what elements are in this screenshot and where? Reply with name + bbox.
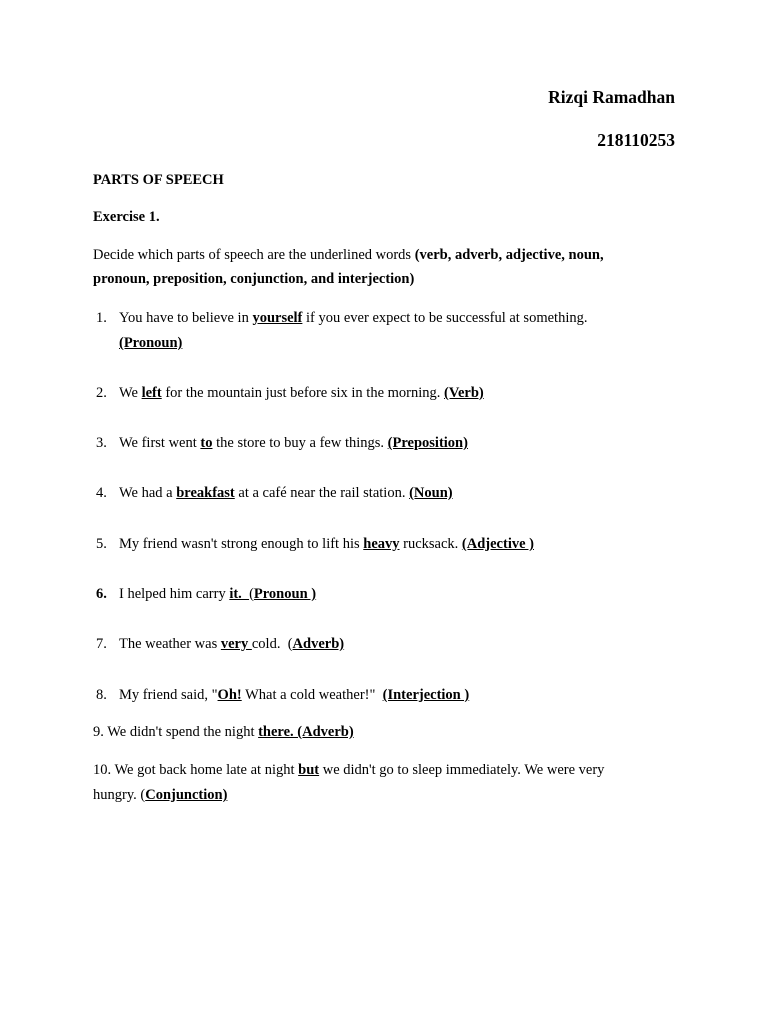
underlined-word: Oh!	[217, 687, 242, 703]
item-text-post: if you ever expect to be successful at something.	[302, 310, 588, 326]
exercise-item-8	[96, 686, 469, 704]
item-number: 8.	[96, 687, 107, 703]
item-text-pre: I helped him carry	[119, 586, 230, 602]
item-text-pre: We	[119, 385, 142, 401]
item-text-post: at a café near the rail station.	[234, 485, 410, 501]
author-name: Rizqi Ramadhan	[548, 87, 675, 107]
exercise-item-10	[93, 761, 604, 779]
item-text-post: cold. (	[251, 636, 293, 652]
item-text-pre: My friend wasn't strong enough to lift his	[119, 536, 364, 552]
item-number: 2.	[96, 385, 107, 401]
exercise-item-7	[96, 635, 344, 653]
item-number: 3.	[96, 435, 107, 451]
item-answer: (Adjective )	[461, 536, 534, 552]
underlined-word: to	[200, 435, 213, 451]
item-text-post: for the mountain just before six in the morning.	[161, 385, 445, 401]
item-text-pre: We had a	[119, 485, 177, 501]
item-text-pre: The weather was	[119, 636, 221, 652]
item-number: 9.	[93, 724, 104, 740]
item-text-pre: You have to believe in	[119, 310, 253, 326]
underlined-word: left	[141, 385, 162, 401]
item-text-post: rucksack.	[399, 536, 462, 552]
item-text-pre: We didn't spend the night	[103, 724, 259, 740]
instruction-line-2: pronoun, preposition, conjunction, and interjection)	[93, 271, 415, 287]
item-answer: Conjunction)	[145, 787, 228, 803]
item-number: 4.	[96, 485, 107, 501]
document-title: PARTS OF SPEECH	[93, 172, 224, 188]
exercise-item-1	[96, 309, 587, 327]
item-answer: (Noun)	[409, 485, 453, 501]
item-number: 10.	[93, 762, 112, 778]
item-text-pre: We got back home late at night	[111, 762, 299, 778]
exercise-item-3	[96, 434, 468, 452]
exercise-label: Exercise 1.	[93, 209, 160, 225]
item-text-post: the store to buy a few things.	[212, 435, 388, 451]
underlined-word: there. (Adverb)	[258, 724, 354, 740]
underlined-word: it.	[229, 586, 250, 602]
underlined-word: yourself	[252, 310, 303, 326]
item-text-pre: We first went	[119, 435, 201, 451]
exercise-item-5	[96, 535, 534, 553]
item-text-post: What a cold weather!"	[241, 687, 383, 703]
item-number: 1.	[96, 310, 107, 326]
exercise-item-6	[96, 585, 316, 603]
instruction-bold-1: (verb, adverb, adjective, noun,	[414, 247, 604, 263]
underlined-word: very	[220, 636, 252, 652]
item-answer: (Pronoun)	[119, 335, 183, 351]
underlined-word: heavy	[363, 536, 400, 552]
item-number: 6.	[96, 586, 107, 602]
instruction-line-1	[93, 246, 604, 264]
exercise-item-4	[96, 484, 453, 502]
exercise-item-1-answer-line	[119, 334, 182, 352]
item-text-pre: My friend said, "	[119, 687, 218, 703]
item-text-post: we didn't go to sleep immediately. We were very	[319, 762, 605, 778]
underlined-word: but	[298, 762, 320, 778]
item-text-line2: hungry. (	[93, 787, 146, 803]
item-answer: (Preposition)	[387, 435, 468, 451]
item-answer: (Interjection )	[382, 687, 470, 703]
item-number: 7.	[96, 636, 107, 652]
exercise-item-9	[93, 723, 354, 741]
exercise-item-2	[96, 384, 484, 402]
underlined-word: breakfast	[176, 485, 235, 501]
item-number: 5.	[96, 536, 107, 552]
item-answer: Pronoun )	[253, 586, 317, 602]
student-id: 218110253	[597, 130, 675, 150]
item-answer: Adverb)	[292, 636, 345, 652]
exercise-item-10-line-2	[93, 786, 227, 804]
item-answer: (Verb)	[444, 385, 484, 401]
instruction-text: Decide which parts of speech are the underlined words	[93, 247, 415, 263]
item-text-post: (	[249, 586, 254, 602]
